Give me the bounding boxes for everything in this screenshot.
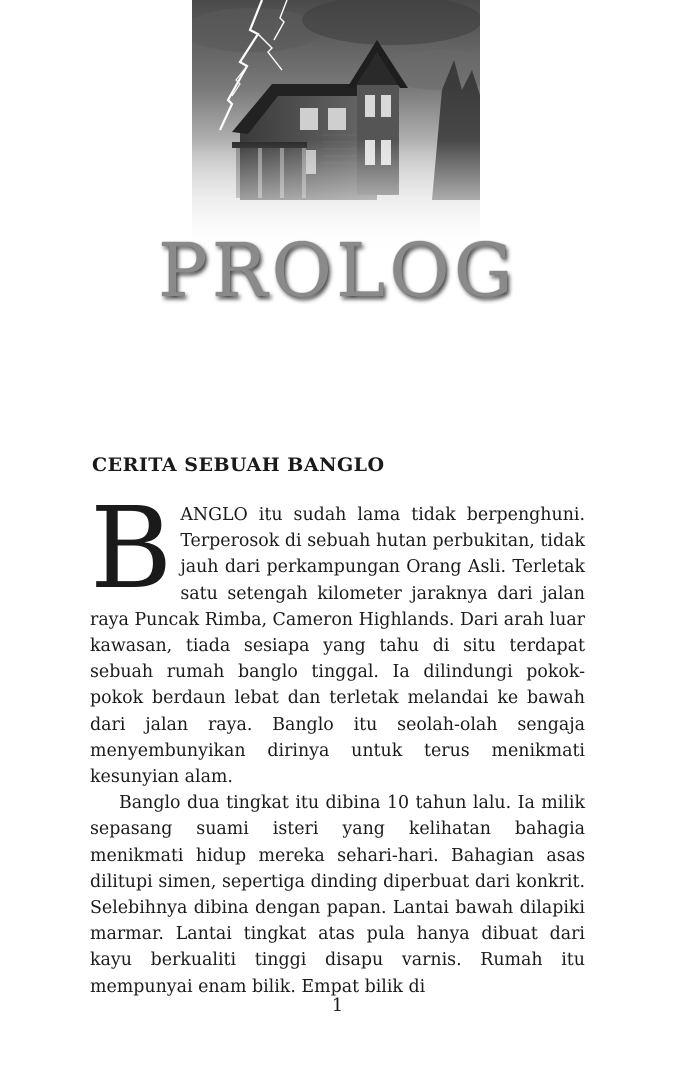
paragraph-1 <box>90 484 585 790</box>
body-text <box>90 484 585 1000</box>
paragraph-1-text: ANGLO itu sudah lama tidak berpenghuni. Terperosok di sebuah hutan perbukitan, tidak jauh dari perkampungan Orang Asli. Terletak satu setengah kilometer jaraknya dari jalan raya Puncak Rimba, Cameron Highlands. Dari arah luar kawasan, tiada sesiapa yang tahu di situ terdapat sebuah rumah banglo tinggal. Ia dilindungi pokok-pokok berdaun lebat dan terletak melandai ke bawah dari jalan raya. Banglo itu seolah-olah sengaja menyembunyikan dirinya untuk terus menikmati kesunyian alam. <box>90 505 585 788</box>
paragraph-2: Banglo dua tingkat itu dibina 10 tahun lalu. Ia milik sepasang suami isteri yang kelihatan bahagia menikmati hidup mereka sehari-hari. Bahagian asas dilitupi simen, sepertiga dinding diperbuat dari konkrit. Selebihnya dibina dengan papan. Lantai bawah dilapiki marmar. Lantai tingkat atas pula hanya dibuat dari kayu berkualiti tinggi disapu varnis. Rumah itu mempunyai enam bilik. Empat bilik di <box>90 793 585 997</box>
page-number: 1 <box>331 995 344 1016</box>
chapter-title: PROLOG <box>157 228 518 314</box>
drop-cap: B <box>90 484 173 614</box>
haunted-house-illustration <box>192 0 480 255</box>
section-heading: CERITA SEBUAH BANGLO <box>92 454 385 476</box>
